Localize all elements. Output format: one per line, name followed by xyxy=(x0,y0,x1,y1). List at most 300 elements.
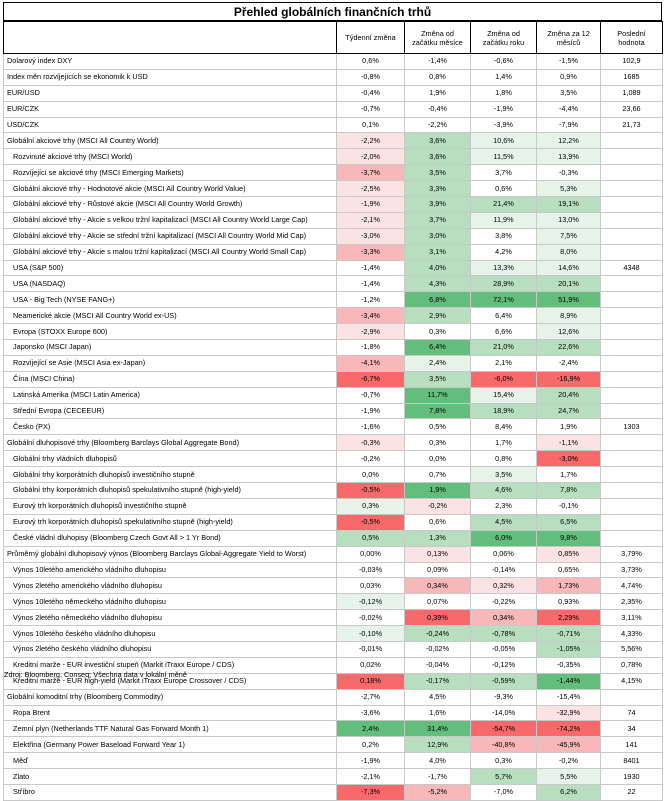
value-cell: 12,6% xyxy=(537,324,601,340)
value-cell: 0,6% xyxy=(405,514,471,530)
value-cell xyxy=(601,498,663,514)
value-cell: 4,2% xyxy=(471,244,537,260)
header-row xyxy=(4,22,663,54)
value-cell: 14,6% xyxy=(537,260,601,276)
value-cell: 1,6% xyxy=(405,705,471,721)
value-cell: 0,5% xyxy=(405,419,471,435)
value-cell: 3,7% xyxy=(405,212,471,228)
row-label: Výnos 10letého německého vládního dluhopisu xyxy=(4,594,337,610)
value-cell xyxy=(601,530,663,546)
table-row xyxy=(4,85,663,101)
value-cell: -3,6% xyxy=(337,705,405,721)
value-cell: -0,03% xyxy=(337,562,405,578)
table-row xyxy=(4,578,663,594)
value-cell: 0,0% xyxy=(337,467,405,483)
value-cell: 3,79% xyxy=(601,546,663,562)
value-cell xyxy=(601,324,663,340)
value-cell xyxy=(601,514,663,530)
value-cell xyxy=(601,371,663,387)
value-cell: -0,4% xyxy=(405,101,471,117)
value-cell: -16,9% xyxy=(537,371,601,387)
value-cell: -0,2% xyxy=(537,753,601,769)
table-row xyxy=(4,546,663,562)
value-cell: 1,7% xyxy=(471,435,537,451)
value-cell: 22 xyxy=(601,784,663,800)
value-cell: -1,5% xyxy=(537,54,601,70)
value-cell xyxy=(601,308,663,324)
value-cell: 5,3% xyxy=(537,181,601,197)
value-cell: -0,22% xyxy=(471,594,537,610)
value-cell: 1,9% xyxy=(537,419,601,435)
value-cell: -7,9% xyxy=(537,117,601,133)
value-cell: 15,4% xyxy=(471,387,537,403)
value-cell: 20,1% xyxy=(537,276,601,292)
value-cell: -1,9% xyxy=(471,101,537,117)
value-cell: 4,5% xyxy=(405,689,471,705)
row-label: Neamerické akcie (MSCI All Country World ex-US) xyxy=(4,308,337,324)
value-cell: -2,1% xyxy=(337,769,405,785)
value-cell: 0,3% xyxy=(405,324,471,340)
value-cell: -0,6% xyxy=(471,54,537,70)
value-cell: 51,9% xyxy=(537,292,601,308)
value-cell: 1930 xyxy=(601,769,663,785)
value-cell: -0,78% xyxy=(471,626,537,642)
value-cell: 3,5% xyxy=(405,165,471,181)
value-cell: -40,8% xyxy=(471,737,537,753)
table-row xyxy=(4,54,663,70)
value-cell xyxy=(601,340,663,356)
value-cell: 4,0% xyxy=(405,753,471,769)
row-label: Index měn rozvíjejících se ekonomik k USD xyxy=(4,69,337,85)
value-cell: 0,03% xyxy=(337,578,405,594)
value-cell: -1,8% xyxy=(337,340,405,356)
source-footnote: Zdroj: Bloomberg, Conseq; Všechna data v lokální měně xyxy=(4,670,187,679)
value-cell: 2,3% xyxy=(471,498,537,514)
table-row xyxy=(4,498,663,514)
value-cell: 20,4% xyxy=(537,387,601,403)
table-row xyxy=(4,626,663,642)
value-cell: 4,5% xyxy=(471,514,537,530)
row-label: Rozvíjející se akciové trhy (MSCI Emerging Markets) xyxy=(4,165,337,181)
row-label: Rozvíjející se Asie (MSCI Asia ex-Japan) xyxy=(4,355,337,371)
value-cell: -0,5% xyxy=(337,483,405,499)
row-label: Výnos 10letého amerického vládního dluhopisu xyxy=(4,562,337,578)
value-cell: 0,18% xyxy=(337,673,405,689)
value-cell: -0,4% xyxy=(337,85,405,101)
value-cell: 0,85% xyxy=(537,546,601,562)
value-cell: -0,24% xyxy=(405,626,471,642)
table-row xyxy=(4,514,663,530)
value-cell: -3,7% xyxy=(337,165,405,181)
row-label: USD/CZK xyxy=(4,117,337,133)
value-cell: -3,0% xyxy=(537,451,601,467)
value-cell xyxy=(601,292,663,308)
value-cell xyxy=(601,403,663,419)
value-cell: 7,8% xyxy=(537,483,601,499)
value-cell: -1,05% xyxy=(537,641,601,657)
value-cell: 1303 xyxy=(601,419,663,435)
row-label: Globální akciové trhy - Akcie se střední tržní kapitalizací (MSCI All Country World Mid Cap) xyxy=(4,228,337,244)
value-cell xyxy=(601,197,663,213)
table-row xyxy=(4,292,663,308)
row-label: Ropa Brent xyxy=(4,705,337,721)
value-cell: 3,11% xyxy=(601,610,663,626)
value-cell: -14,0% xyxy=(471,705,537,721)
header-cell-weekly: Týdenní změna xyxy=(337,22,405,54)
table-row xyxy=(4,562,663,578)
row-label: Kreditní marže - EUR high-yield (Markit iTraxx Europe Crossover / CDS) xyxy=(4,673,337,689)
header-cell-name xyxy=(4,22,337,54)
row-label: Globální trhy korporátních dluhopisů spekulativního stupně (high-yield) xyxy=(4,483,337,499)
value-cell xyxy=(601,435,663,451)
value-cell: 0,07% xyxy=(405,594,471,610)
value-cell: -0,3% xyxy=(537,165,601,181)
value-cell: -1,9% xyxy=(337,753,405,769)
row-label: Kreditní marže - EUR investiční stupeň (Markit iTraxx Europe / CDS) xyxy=(4,657,337,673)
row-label: Evropa (STOXX Europe 600) xyxy=(4,324,337,340)
value-cell: 31,4% xyxy=(405,721,471,737)
value-cell: 2,9% xyxy=(405,308,471,324)
value-cell: -1,4% xyxy=(337,276,405,292)
value-cell: 0,06% xyxy=(471,546,537,562)
value-cell: 1,8% xyxy=(471,85,537,101)
value-cell: -1,44% xyxy=(537,673,601,689)
value-cell: 74 xyxy=(601,705,663,721)
row-label: Čína (MSCI China) xyxy=(4,371,337,387)
value-cell: 24,7% xyxy=(537,403,601,419)
value-cell: -3,4% xyxy=(337,308,405,324)
value-cell: 0,3% xyxy=(337,498,405,514)
value-cell: 4,33% xyxy=(601,626,663,642)
row-label: Rozvinuté akciové trhy (MSCI World) xyxy=(4,149,337,165)
value-cell: 12,9% xyxy=(405,737,471,753)
row-label: Elektřina (Germany Power Baseload Forward Year 1) xyxy=(4,737,337,753)
value-cell: 4,6% xyxy=(471,483,537,499)
value-cell: -1,4% xyxy=(405,54,471,70)
value-cell: 8401 xyxy=(601,753,663,769)
value-cell: 0,8% xyxy=(471,451,537,467)
table-row xyxy=(4,117,663,133)
value-cell: 0,7% xyxy=(405,467,471,483)
table-row xyxy=(4,181,663,197)
table-row xyxy=(4,641,663,657)
value-cell: 7,5% xyxy=(537,228,601,244)
value-cell: 3,6% xyxy=(405,133,471,149)
value-cell: -0,01% xyxy=(337,641,405,657)
value-cell: -0,59% xyxy=(471,673,537,689)
value-cell: -2,2% xyxy=(405,117,471,133)
value-cell: -1,7% xyxy=(405,769,471,785)
value-cell: 6,6% xyxy=(471,324,537,340)
table-row xyxy=(4,197,663,213)
value-cell xyxy=(601,181,663,197)
value-cell: 0,2% xyxy=(337,737,405,753)
value-cell: 5,7% xyxy=(471,769,537,785)
table-row xyxy=(4,308,663,324)
value-cell: 21,73 xyxy=(601,117,663,133)
value-cell: 5,56% xyxy=(601,641,663,657)
value-cell: 6,4% xyxy=(405,340,471,356)
value-cell: -1,1% xyxy=(537,435,601,451)
row-label: Japonsko (MSCI Japan) xyxy=(4,340,337,356)
value-cell: 0,1% xyxy=(337,117,405,133)
table-row xyxy=(4,371,663,387)
row-label: Latinská Amerika (MSCI Latin America) xyxy=(4,387,337,403)
table-row xyxy=(4,737,663,753)
table-row xyxy=(4,435,663,451)
row-label: Výnos 2letého německého vládního dluhopisu xyxy=(4,610,337,626)
value-cell: 2,4% xyxy=(405,355,471,371)
report-title: Přehled globálních finančních trhů xyxy=(3,2,662,21)
value-cell: 2,1% xyxy=(471,355,537,371)
row-label: Zlato xyxy=(4,769,337,785)
value-cell: 0,3% xyxy=(471,753,537,769)
value-cell: 1,7% xyxy=(537,467,601,483)
value-cell: 18,9% xyxy=(471,403,537,419)
value-cell: 6,8% xyxy=(405,292,471,308)
table-row xyxy=(4,483,663,499)
value-cell xyxy=(601,451,663,467)
value-cell: 3,9% xyxy=(405,197,471,213)
value-cell: -32,9% xyxy=(537,705,601,721)
value-cell: 0,3% xyxy=(405,435,471,451)
value-cell: -2,5% xyxy=(337,181,405,197)
value-cell: -3,9% xyxy=(471,117,537,133)
row-label: Dolarový index DXY xyxy=(4,54,337,70)
row-label: EUR/CZK xyxy=(4,101,337,117)
value-cell: -0,2% xyxy=(337,451,405,467)
value-cell: 13,9% xyxy=(537,149,601,165)
value-cell: 28,9% xyxy=(471,276,537,292)
value-cell: 0,93% xyxy=(537,594,601,610)
value-cell: -45,9% xyxy=(537,737,601,753)
value-cell: 4,74% xyxy=(601,578,663,594)
value-cell: -0,12% xyxy=(471,657,537,673)
value-cell: -0,3% xyxy=(337,435,405,451)
value-cell: -0,12% xyxy=(337,594,405,610)
value-cell: -15,4% xyxy=(537,689,601,705)
value-cell: -4,1% xyxy=(337,355,405,371)
table-row xyxy=(4,689,663,705)
row-label: Globální akciové trhy - Akcie s velkou tržní kapitalizací (MSCI All Country World Large Cap) xyxy=(4,212,337,228)
table-row xyxy=(4,753,663,769)
row-label: Globální dluhopisové trhy (Bloomberg Barclays Global Aggregate Bond) xyxy=(4,435,337,451)
value-cell: -0,5% xyxy=(337,514,405,530)
table-row xyxy=(4,769,663,785)
value-cell: 72,1% xyxy=(471,292,537,308)
table-row xyxy=(4,260,663,276)
row-label: Globální akciové trhy (MSCI All Country World) xyxy=(4,133,337,149)
value-cell: -3,3% xyxy=(337,244,405,260)
row-label: USA - Big Tech (NYSE FANG+) xyxy=(4,292,337,308)
value-cell: -54,7% xyxy=(471,721,537,737)
value-cell: 0,09% xyxy=(405,562,471,578)
value-cell: 7,8% xyxy=(405,403,471,419)
row-label: USA (S&P 500) xyxy=(4,260,337,276)
value-cell: 5,5% xyxy=(537,769,601,785)
value-cell: -6,0% xyxy=(471,371,537,387)
value-cell: -0,1% xyxy=(537,498,601,514)
value-cell: -7,0% xyxy=(471,784,537,800)
row-label: Globální trhy vládních dluhopisů xyxy=(4,451,337,467)
value-cell: 0,6% xyxy=(337,54,405,70)
value-cell: -3,0% xyxy=(337,228,405,244)
table-row xyxy=(4,324,663,340)
value-cell: 23,66 xyxy=(601,101,663,117)
row-label: Stříbro xyxy=(4,784,337,800)
value-cell: 2,35% xyxy=(601,594,663,610)
value-cell: 3,8% xyxy=(471,228,537,244)
table-row xyxy=(4,403,663,419)
value-cell: -0,17% xyxy=(405,673,471,689)
table-row xyxy=(4,228,663,244)
value-cell: -0,7% xyxy=(337,387,405,403)
value-cell: 1,9% xyxy=(405,483,471,499)
value-cell: -7,3% xyxy=(337,784,405,800)
value-cell: -2,9% xyxy=(337,324,405,340)
value-cell: 0,8% xyxy=(405,69,471,85)
value-cell: 3,5% xyxy=(537,85,601,101)
value-cell: -1,6% xyxy=(337,419,405,435)
row-label: Eurový trh korporátních dluhopisů spekulativního stupně (high-yield) xyxy=(4,514,337,530)
value-cell xyxy=(601,387,663,403)
row-label: Česko (PX) xyxy=(4,419,337,435)
value-cell: -0,71% xyxy=(537,626,601,642)
value-cell: 21,0% xyxy=(471,340,537,356)
value-cell: -0,02% xyxy=(337,610,405,626)
row-label: Globální akciové trhy - Akcie s malou tržní kapitalizací (MSCI All Country World Small Cap) xyxy=(4,244,337,260)
row-label: Globální akciové trhy - Hodnotové akcie (MSCI All Country World Value) xyxy=(4,181,337,197)
value-cell: 19,1% xyxy=(537,197,601,213)
value-cell: 3,0% xyxy=(405,228,471,244)
value-cell: 0,78% xyxy=(601,657,663,673)
row-label: Výnos 2letého amerického vládního dluhopisu xyxy=(4,578,337,594)
value-cell: -2,4% xyxy=(537,355,601,371)
value-cell: -0,04% xyxy=(405,657,471,673)
value-cell: 4,0% xyxy=(405,260,471,276)
value-cell: 4348 xyxy=(601,260,663,276)
value-cell: 9,8% xyxy=(537,530,601,546)
table-row xyxy=(4,212,663,228)
value-cell: 4,15% xyxy=(601,673,663,689)
table-row xyxy=(4,69,663,85)
header-cell-mtd: Změna od začátku měsíce xyxy=(405,22,471,54)
value-cell: -1,9% xyxy=(337,403,405,419)
value-cell: 8,4% xyxy=(471,419,537,435)
value-cell: -0,7% xyxy=(337,101,405,117)
value-cell: 3,7% xyxy=(471,165,537,181)
market-table xyxy=(3,21,663,801)
value-cell: 0,39% xyxy=(405,610,471,626)
value-cell: -2,1% xyxy=(337,212,405,228)
table-row xyxy=(4,165,663,181)
value-cell: 12,2% xyxy=(537,133,601,149)
value-cell xyxy=(601,212,663,228)
value-cell: -9,3% xyxy=(471,689,537,705)
row-label: Výnos 2letého českého vládního dluhopisu xyxy=(4,641,337,657)
row-label: Globální akciové trhy - Růstové akcie (MSCI All Country World Growth) xyxy=(4,197,337,213)
table-row xyxy=(4,467,663,483)
value-cell: -0,02% xyxy=(405,641,471,657)
value-cell xyxy=(601,276,663,292)
value-cell: -1,2% xyxy=(337,292,405,308)
value-cell: 1,3% xyxy=(405,530,471,546)
value-cell: 11,5% xyxy=(471,149,537,165)
table-row xyxy=(4,721,663,737)
table-row xyxy=(4,419,663,435)
value-cell: -2,7% xyxy=(337,689,405,705)
value-cell: 0,13% xyxy=(405,546,471,562)
value-cell: 1,73% xyxy=(537,578,601,594)
value-cell: 0,34% xyxy=(471,610,537,626)
value-cell: -0,10% xyxy=(337,626,405,642)
row-label: Výnos 10letého českého vládního dluhopisu xyxy=(4,626,337,642)
value-cell: 3,6% xyxy=(405,149,471,165)
value-cell: 10,6% xyxy=(471,133,537,149)
row-label: USA (NASDAQ) xyxy=(4,276,337,292)
value-cell: -74,2% xyxy=(537,721,601,737)
table-row xyxy=(4,276,663,292)
value-cell: -1,9% xyxy=(337,197,405,213)
value-cell xyxy=(601,133,663,149)
value-cell: 13,0% xyxy=(537,212,601,228)
table-row xyxy=(4,133,663,149)
row-label: Zemní plyn (Netherlands TTF Natural Gas Forward Month 1) xyxy=(4,721,337,737)
row-label: Globální komoditní trhy (Bloomberg Commodity) xyxy=(4,689,337,705)
value-cell: 11,7% xyxy=(405,387,471,403)
table-row xyxy=(4,340,663,356)
header-cell-last-value: Poslední hodnota xyxy=(601,22,663,54)
value-cell: -1,4% xyxy=(337,260,405,276)
value-cell: 1,9% xyxy=(405,85,471,101)
value-cell: 0,02% xyxy=(337,657,405,673)
value-cell: 22,6% xyxy=(537,340,601,356)
value-cell: -0,35% xyxy=(537,657,601,673)
table-row xyxy=(4,355,663,371)
value-cell: 2,29% xyxy=(537,610,601,626)
value-cell: 102,9 xyxy=(601,54,663,70)
value-cell: -2,2% xyxy=(337,133,405,149)
value-cell: 1685 xyxy=(601,69,663,85)
row-label: EUR/USD xyxy=(4,85,337,101)
value-cell: 0,34% xyxy=(405,578,471,594)
table-row xyxy=(4,610,663,626)
value-cell: 0,32% xyxy=(471,578,537,594)
value-cell xyxy=(601,355,663,371)
value-cell: 6,5% xyxy=(537,514,601,530)
row-label: Střední Evropa (CECEEUR) xyxy=(4,403,337,419)
value-cell xyxy=(601,467,663,483)
value-cell: 0,5% xyxy=(337,530,405,546)
value-cell xyxy=(601,244,663,260)
value-cell: 3,1% xyxy=(405,244,471,260)
value-cell: 6,4% xyxy=(471,308,537,324)
table-row xyxy=(4,101,663,117)
value-cell: 0,6% xyxy=(471,181,537,197)
value-cell xyxy=(601,149,663,165)
table-row xyxy=(4,451,663,467)
value-cell: 8,0% xyxy=(537,244,601,260)
value-cell: 0,00% xyxy=(337,546,405,562)
value-cell: 1,089 xyxy=(601,85,663,101)
value-cell: 34 xyxy=(601,721,663,737)
value-cell: 13,3% xyxy=(471,260,537,276)
value-cell: 6,0% xyxy=(471,530,537,546)
value-cell xyxy=(601,228,663,244)
row-label: Globální trhy korporátních dluhopisů investičního stupně xyxy=(4,467,337,483)
value-cell: 0,65% xyxy=(537,562,601,578)
value-cell: 6,2% xyxy=(537,784,601,800)
